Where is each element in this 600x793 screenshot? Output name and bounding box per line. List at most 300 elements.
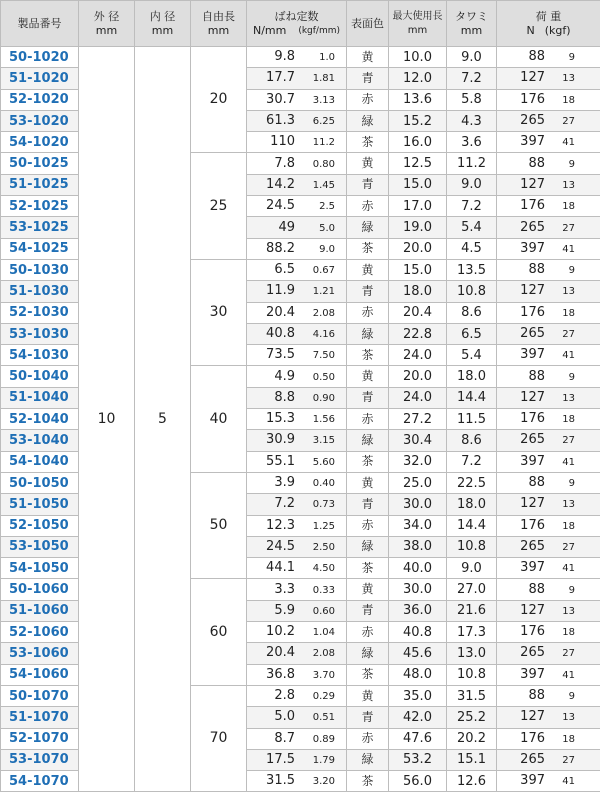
spring-rate-n: 7.2	[274, 496, 295, 512]
load	[497, 707, 600, 728]
max-length: 17.0	[389, 196, 447, 217]
part-number[interactable]: 54-1020	[1, 132, 79, 153]
load	[497, 472, 600, 493]
spring-rate-n: 8.7	[274, 730, 295, 746]
load-kgf: 27	[562, 222, 575, 234]
part-number[interactable]: 53-1060	[1, 643, 79, 664]
spring-rate-kgf: 0.67	[312, 265, 335, 277]
header-load: 荷 重 N (kgf)	[497, 1, 600, 47]
load-n: 176	[520, 517, 545, 533]
deflection: 11.5	[447, 409, 497, 430]
load-n: 265	[520, 751, 545, 767]
spring-rate-kgf: 1.81	[312, 73, 335, 85]
max-length: 47.6	[389, 728, 447, 749]
part-number[interactable]: 51-1030	[1, 281, 79, 302]
load-kgf: 9	[568, 265, 575, 277]
load	[497, 110, 600, 131]
max-length: 40.0	[389, 558, 447, 579]
load-kgf: 27	[562, 648, 575, 660]
spring-rate	[247, 515, 347, 536]
load-kgf: 13	[562, 392, 575, 404]
spring-rate-n: 17.5	[266, 751, 295, 767]
load	[497, 643, 600, 664]
spring-rate-n: 49	[278, 219, 295, 235]
spring-rate-kgf: 0.33	[312, 584, 335, 596]
spring-rate	[247, 643, 347, 664]
spring-rate-n: 30.7	[266, 91, 295, 107]
spring-rate-kgf: 0.40	[312, 478, 335, 490]
spring-rate-n: 10.2	[266, 624, 295, 640]
max-length: 25.0	[389, 472, 447, 493]
finish-color: 黄	[347, 685, 389, 706]
spring-rate-kgf: 1.21	[312, 286, 335, 298]
spring-rate-n: 88.2	[266, 240, 295, 256]
part-number[interactable]: 53-1020	[1, 110, 79, 131]
part-number[interactable]: 53-1040	[1, 430, 79, 451]
free-length: 25	[191, 153, 247, 259]
part-number[interactable]: 53-1070	[1, 749, 79, 770]
part-number[interactable]: 52-1025	[1, 196, 79, 217]
spring-rate-n: 24.5	[266, 198, 295, 214]
load-n: 88	[528, 475, 545, 491]
load-kgf: 27	[562, 435, 575, 447]
load-kgf: 13	[562, 499, 575, 511]
load-kgf: 18	[562, 627, 575, 639]
spring-rate-kgf: 2.08	[312, 307, 335, 319]
load	[497, 749, 600, 770]
spring-rate	[247, 749, 347, 770]
part-number[interactable]: 50-1060	[1, 579, 79, 600]
load-kgf: 9	[568, 691, 575, 703]
deflection: 8.6	[447, 302, 497, 323]
deflection: 14.4	[447, 387, 497, 408]
header-outer-diameter: 外 径 mm	[79, 1, 135, 47]
spring-rate-kgf: 0.73	[312, 499, 335, 511]
max-length: 38.0	[389, 536, 447, 557]
spring-rate-n: 3.3	[274, 581, 295, 597]
load-n: 176	[520, 624, 545, 640]
spring-rate-kgf: 0.89	[312, 733, 335, 745]
load-n: 127	[520, 70, 545, 86]
max-length: 18.0	[389, 281, 447, 302]
load	[497, 622, 600, 643]
deflection: 7.2	[447, 68, 497, 89]
deflection: 3.6	[447, 132, 497, 153]
load-n: 88	[528, 688, 545, 704]
spring-rate-kgf: 0.51	[312, 712, 335, 724]
part-number[interactable]: 50-1025	[1, 153, 79, 174]
part-number[interactable]: 52-1040	[1, 409, 79, 430]
max-length: 53.2	[389, 749, 447, 770]
load-kgf: 9	[568, 478, 575, 490]
spring-rate-n: 61.3	[266, 113, 295, 129]
spring-rate-n: 5.0	[274, 709, 295, 725]
max-length: 32.0	[389, 451, 447, 472]
part-number[interactable]: 54-1060	[1, 664, 79, 685]
spring-rate	[247, 728, 347, 749]
load-n: 265	[520, 219, 545, 235]
spring-rate-n: 6.5	[274, 262, 295, 278]
load-kgf: 18	[562, 733, 575, 745]
part-number[interactable]: 51-1050	[1, 494, 79, 515]
spring-rate-n: 20.4	[266, 304, 295, 320]
spring-rate-kgf: 6.25	[312, 116, 335, 128]
load-n: 88	[528, 155, 545, 171]
deflection: 13.0	[447, 643, 497, 664]
load-n: 127	[520, 389, 545, 405]
load-kgf: 13	[562, 712, 575, 724]
spring-rate	[247, 685, 347, 706]
outer-diameter: 10	[79, 47, 135, 792]
load	[497, 536, 600, 557]
finish-color: 赤	[347, 515, 389, 536]
table-header	[1, 1, 600, 47]
load	[497, 558, 600, 579]
spring-rate-n: 14.2	[266, 176, 295, 192]
finish-color: 茶	[347, 771, 389, 792]
max-length: 35.0	[389, 685, 447, 706]
part-number[interactable]: 50-1030	[1, 259, 79, 280]
max-length: 56.0	[389, 771, 447, 792]
deflection: 14.4	[447, 515, 497, 536]
load-kgf: 41	[562, 563, 575, 575]
finish-color: 青	[347, 174, 389, 195]
load	[497, 579, 600, 600]
header-inner-diameter: 内 径 mm	[135, 1, 191, 47]
spring-rate-n: 8.8	[274, 389, 295, 405]
load	[497, 515, 600, 536]
load-n: 397	[520, 560, 545, 576]
part-number[interactable]: 54-1050	[1, 558, 79, 579]
load-n: 176	[520, 198, 545, 214]
part-number[interactable]: 54-1025	[1, 238, 79, 259]
finish-color: 茶	[347, 451, 389, 472]
load-n: 397	[520, 347, 545, 363]
load	[497, 600, 600, 621]
spring-rate	[247, 600, 347, 621]
finish-color: 青	[347, 707, 389, 728]
spring-rate	[247, 366, 347, 387]
spring-rate-kgf: 11.2	[312, 137, 335, 149]
spring-rate-kgf: 5.0	[319, 222, 335, 234]
load-kgf: 9	[568, 52, 575, 64]
spring-rate-n: 7.8	[274, 155, 295, 171]
load-n: 176	[520, 730, 545, 746]
deflection: 4.3	[447, 110, 497, 131]
finish-color: 黄	[347, 472, 389, 493]
spring-rate-kgf: 0.90	[312, 392, 335, 404]
part-number[interactable]: 52-1050	[1, 515, 79, 536]
load-kgf: 27	[562, 329, 575, 340]
max-length: 15.0	[389, 259, 447, 280]
part-number[interactable]: 51-1070	[1, 707, 79, 728]
spring-rate-n: 73.5	[266, 347, 295, 363]
load-n: 176	[520, 304, 545, 320]
spring-rate-n: 30.9	[266, 432, 295, 448]
header-part-no: 製品番号	[1, 1, 79, 47]
load	[497, 259, 600, 280]
max-length: 20.0	[389, 366, 447, 387]
deflection: 7.2	[447, 451, 497, 472]
spring-rate-kgf: 0.60	[312, 605, 335, 617]
load-n: 127	[520, 709, 545, 725]
spring-rate-n: 12.3	[266, 517, 295, 533]
spring-rate-n: 5.9	[274, 602, 295, 618]
deflection: 11.2	[447, 153, 497, 174]
deflection: 25.2	[447, 707, 497, 728]
finish-color: 青	[347, 281, 389, 302]
load	[497, 494, 600, 515]
finish-color: 赤	[347, 89, 389, 110]
part-number[interactable]: 50-1020	[1, 47, 79, 68]
load	[497, 174, 600, 195]
load-kgf: 41	[562, 137, 575, 149]
load-n: 397	[520, 666, 545, 682]
load	[497, 281, 600, 302]
max-length: 22.8	[389, 323, 447, 344]
spring-rate-kgf: 4.50	[312, 563, 335, 575]
finish-color: 茶	[347, 558, 389, 579]
load	[497, 217, 600, 238]
spring-rate-n: 3.9	[274, 475, 295, 491]
spring-rate-kgf: 5.60	[312, 456, 335, 468]
finish-color: 黄	[347, 153, 389, 174]
spring-rate	[247, 345, 347, 366]
finish-color: 緑	[347, 110, 389, 131]
spring-rate-kgf: 2.50	[312, 541, 335, 553]
spring-rate-kgf: 1.79	[312, 754, 335, 766]
load	[497, 89, 600, 110]
part-number[interactable]: 50-1050	[1, 472, 79, 493]
max-length: 36.0	[389, 600, 447, 621]
load-n: 88	[528, 368, 545, 384]
load-kgf: 41	[562, 350, 575, 362]
load	[497, 345, 600, 366]
spring-rate-kgf: 3.13	[312, 94, 335, 106]
load	[497, 409, 600, 430]
spring-rate-n: 17.7	[266, 70, 295, 86]
load-n: 176	[520, 91, 545, 107]
header-deflection: タワミ mm	[447, 1, 497, 47]
spring-rate-kgf: 1.45	[312, 179, 335, 191]
load-n: 265	[520, 113, 545, 129]
load-n: 397	[520, 240, 545, 256]
load	[497, 685, 600, 706]
spring-rate	[247, 302, 347, 323]
max-length: 24.0	[389, 345, 447, 366]
deflection: 27.0	[447, 579, 497, 600]
spring-rate-kgf: 9.0	[319, 243, 335, 255]
load-n: 88	[528, 581, 545, 597]
spring-rate-n: 40.8	[266, 326, 295, 341]
finish-color: 青	[347, 68, 389, 89]
spring-rate-kgf: 1.56	[312, 414, 335, 426]
spring-rate	[247, 68, 347, 89]
deflection: 8.6	[447, 430, 497, 451]
load-n: 265	[520, 326, 545, 341]
spring-rate-n: 11.9	[266, 283, 295, 299]
spring-rate	[247, 132, 347, 153]
finish-color: 緑	[347, 217, 389, 238]
free-length: 70	[191, 685, 247, 791]
load-n: 88	[528, 262, 545, 278]
load-n: 88	[528, 49, 545, 65]
finish-color: 緑	[347, 536, 389, 557]
load-kgf: 18	[562, 201, 575, 213]
max-length: 48.0	[389, 664, 447, 685]
part-number[interactable]: 51-1060	[1, 600, 79, 621]
spring-rate	[247, 196, 347, 217]
spring-rate	[247, 579, 347, 600]
part-number[interactable]: 51-1040	[1, 387, 79, 408]
load	[497, 430, 600, 451]
load-kgf: 13	[562, 286, 575, 298]
load	[497, 664, 600, 685]
header-spring-rate: ばね定数 N/mm (kgf/mm)	[247, 1, 347, 47]
deflection: 18.0	[447, 494, 497, 515]
deflection: 5.4	[447, 217, 497, 238]
spring-rate-kgf: 3.20	[312, 776, 335, 788]
part-number[interactable]: 53-1025	[1, 217, 79, 238]
part-number[interactable]: 52-1060	[1, 622, 79, 643]
load	[497, 728, 600, 749]
max-length: 20.4	[389, 302, 447, 323]
part-number[interactable]: 54-1040	[1, 451, 79, 472]
load	[497, 771, 600, 792]
finish-color: 青	[347, 387, 389, 408]
load-n: 127	[520, 602, 545, 618]
spring-rate-n: 4.9	[274, 368, 295, 384]
max-length: 13.6	[389, 89, 447, 110]
finish-color: 黄	[347, 259, 389, 280]
load-n: 397	[520, 453, 545, 469]
part-number[interactable]: 50-1070	[1, 685, 79, 706]
spring-rate	[247, 217, 347, 238]
deflection: 21.6	[447, 600, 497, 621]
part-number[interactable]: 52-1020	[1, 89, 79, 110]
spring-rate	[247, 110, 347, 131]
max-length: 10.0	[389, 47, 447, 68]
load-kgf: 18	[562, 307, 575, 319]
table-body	[1, 47, 600, 792]
spring-rate	[247, 430, 347, 451]
max-length: 19.0	[389, 217, 447, 238]
part-number[interactable]: 54-1070	[1, 771, 79, 792]
deflection: 4.5	[447, 238, 497, 259]
finish-color: 黄	[347, 579, 389, 600]
deflection: 31.5	[447, 685, 497, 706]
spring-rate	[247, 89, 347, 110]
finish-color: 茶	[347, 132, 389, 153]
spring-rate-kgf: 4.16	[312, 329, 335, 340]
spring-rate	[247, 47, 347, 68]
spring-rate	[247, 664, 347, 685]
spring-rate-kgf: 1.25	[312, 520, 335, 532]
spring-rate-kgf: 7.50	[312, 350, 335, 362]
max-length: 40.8	[389, 622, 447, 643]
finish-color: 青	[347, 600, 389, 621]
deflection: 10.8	[447, 281, 497, 302]
finish-color: 赤	[347, 409, 389, 430]
part-number[interactable]: 50-1040	[1, 366, 79, 387]
spring-rate	[247, 536, 347, 557]
spring-rate	[247, 707, 347, 728]
max-length: 20.0	[389, 238, 447, 259]
part-number[interactable]: 52-1030	[1, 302, 79, 323]
max-length: 15.0	[389, 174, 447, 195]
spring-rate	[247, 558, 347, 579]
part-number[interactable]: 51-1025	[1, 174, 79, 195]
finish-color: 青	[347, 494, 389, 515]
load	[497, 238, 600, 259]
deflection: 22.5	[447, 472, 497, 493]
load-kgf: 18	[562, 414, 575, 426]
load-n: 397	[520, 134, 545, 150]
spring-rate	[247, 238, 347, 259]
part-number[interactable]: 52-1070	[1, 728, 79, 749]
load-kgf: 9	[568, 371, 575, 383]
spring-rate-n: 9.8	[274, 49, 295, 65]
spring-rate	[247, 259, 347, 280]
spring-rate	[247, 323, 347, 344]
free-length: 30	[191, 259, 247, 365]
free-length: 50	[191, 472, 247, 578]
load-n: 265	[520, 645, 545, 661]
part-number[interactable]: 54-1030	[1, 345, 79, 366]
deflection: 6.5	[447, 323, 497, 344]
load-kgf: 41	[562, 243, 575, 255]
max-length: 16.0	[389, 132, 447, 153]
load-n: 127	[520, 283, 545, 299]
spring-rate-kgf: 3.15	[312, 435, 335, 447]
load	[497, 451, 600, 472]
part-number[interactable]: 53-1030	[1, 323, 79, 344]
load-kgf: 18	[562, 520, 575, 532]
spring-rate	[247, 622, 347, 643]
table-row	[1, 47, 600, 68]
load-kgf: 13	[562, 73, 575, 85]
spring-rate-n: 20.4	[266, 645, 295, 661]
max-length: 12.0	[389, 68, 447, 89]
max-length: 15.2	[389, 110, 447, 131]
spring-rate-n: 55.1	[266, 453, 295, 469]
part-number[interactable]: 51-1020	[1, 68, 79, 89]
deflection: 18.0	[447, 366, 497, 387]
spring-rate	[247, 281, 347, 302]
spring-rate-kgf: 3.70	[312, 669, 335, 681]
max-length: 12.5	[389, 153, 447, 174]
deflection: 13.5	[447, 259, 497, 280]
deflection: 5.4	[447, 345, 497, 366]
part-number[interactable]: 53-1050	[1, 536, 79, 557]
free-length: 40	[191, 366, 247, 472]
spring-rate-n: 110	[270, 134, 295, 150]
free-length: 60	[191, 579, 247, 685]
spring-rate-n: 24.5	[266, 538, 295, 554]
finish-color: 緑	[347, 749, 389, 770]
load	[497, 387, 600, 408]
inner-diameter: 5	[135, 47, 191, 792]
spring-rate	[247, 153, 347, 174]
spring-rate	[247, 472, 347, 493]
load-n: 176	[520, 411, 545, 427]
load-kgf: 41	[562, 776, 575, 788]
load	[497, 132, 600, 153]
finish-color: 茶	[347, 664, 389, 685]
max-length: 34.0	[389, 515, 447, 536]
deflection: 20.2	[447, 728, 497, 749]
load	[497, 366, 600, 387]
